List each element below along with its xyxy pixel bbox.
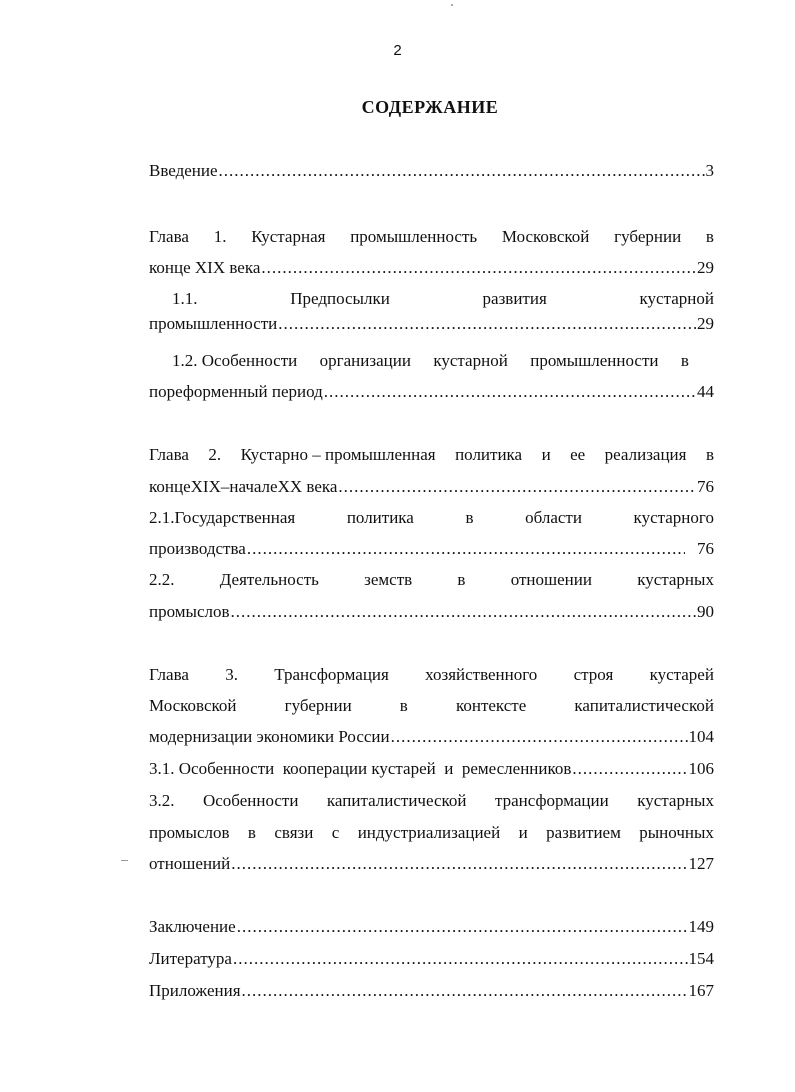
toc-chapter3-line3[interactable] — [149, 726, 714, 748]
toc-leader-dots — [231, 853, 687, 875]
toc-word: с — [331, 823, 340, 842]
toc-word: Глава — [149, 665, 189, 684]
toc-word: индустриализацией — [357, 823, 501, 842]
toc-word: и — [541, 445, 551, 464]
toc-section-2-2-line2[interactable] — [149, 601, 714, 623]
toc-word: 3. — [225, 665, 238, 684]
toc-chapter1-line1[interactable] — [149, 226, 714, 248]
toc-section-2-1-line1[interactable] — [149, 507, 714, 529]
toc-word: кустарных — [637, 570, 714, 589]
toc-word: в — [705, 445, 714, 464]
toc-page-number: 29 — [697, 258, 714, 277]
toc-word: строя — [573, 665, 614, 684]
toc-entry-literature[interactable] — [149, 948, 714, 970]
toc-section-3-2-line2[interactable] — [149, 822, 714, 844]
toc-word: организации — [319, 351, 411, 370]
toc-entry-appendices[interactable] — [149, 980, 714, 1002]
toc-word: Московской — [501, 227, 590, 246]
toc-entry-label: производства — [149, 539, 246, 558]
toc-section-1-2-line2[interactable] — [149, 381, 714, 403]
page-number: 2 — [393, 42, 402, 59]
toc-page-number: 76 — [697, 539, 714, 558]
toc-word: 2. — [208, 445, 222, 464]
toc-word: Глава — [149, 445, 189, 464]
toc-chapter3-line1[interactable] — [149, 664, 714, 686]
toc-word: контексте — [455, 696, 527, 715]
toc-leader-dots — [242, 980, 688, 1002]
toc-word: Особенности — [202, 791, 299, 810]
toc-word: развитием — [546, 823, 621, 842]
toc-leader-dots — [247, 538, 685, 560]
toc-word: кустарного — [633, 508, 714, 527]
toc-word: кустарной — [639, 289, 714, 308]
toc-word: 2.2. — [149, 570, 175, 589]
toc-leader-dots — [233, 948, 688, 970]
toc-section-1-1-line1[interactable] — [172, 288, 714, 310]
toc-page-number: 76 — [697, 477, 714, 496]
toc-word: губернии — [614, 227, 682, 246]
toc-page-number: 106 — [688, 759, 714, 778]
toc-leader-dots — [324, 381, 696, 403]
toc-word: и — [518, 823, 528, 842]
toc-word: Московской — [149, 696, 237, 715]
toc-word: в — [457, 570, 466, 589]
toc-page-number: 167 — [688, 981, 714, 1000]
toc-word: политика — [455, 445, 523, 464]
toc-section-1-2-line1[interactable] — [172, 350, 689, 372]
toc-entry-label: Литература — [149, 949, 232, 968]
scan-speck — [451, 4, 453, 6]
toc-page-number: 3 — [705, 161, 714, 180]
toc-entry-label: 3.1. Особенности кооперации кустарей и ремесленников — [149, 759, 572, 778]
toc-word: кустарной — [433, 351, 508, 370]
toc-word: кустарных — [637, 791, 714, 810]
toc-word: промышленность — [350, 227, 478, 246]
toc-entry-label: промыслов — [149, 602, 230, 621]
toc-entry-label: Введение — [149, 161, 218, 180]
toc-word: Предпосылки — [290, 289, 390, 308]
toc-leader-dots — [278, 313, 696, 335]
toc-word: трансформации — [494, 791, 609, 810]
toc-chapter3-line2[interactable] — [149, 695, 714, 717]
toc-word: ее — [570, 445, 586, 464]
toc-word: 1. — [213, 227, 227, 246]
toc-entry-label: промышленности — [149, 314, 278, 333]
toc-word: промыслов — [149, 823, 230, 842]
toc-word: капиталистической — [574, 696, 714, 715]
toc-leader-dots — [261, 257, 696, 279]
toc-entry-label: модернизации экономики России — [149, 727, 390, 746]
toc-word: Кустарная — [251, 227, 326, 246]
toc-word: в — [705, 227, 714, 246]
toc-leader-dots — [219, 160, 705, 182]
toc-entry-conclusion[interactable] — [149, 916, 714, 938]
toc-entry-label: отношений — [149, 854, 231, 873]
toc-page-number: 127 — [688, 854, 714, 873]
page-title: СОДЕРЖАНИЕ — [361, 97, 499, 117]
toc-word: в — [680, 351, 689, 370]
toc-chapter2-line2[interactable] — [149, 476, 714, 498]
toc-entry-intro[interactable] — [149, 160, 714, 182]
toc-entry-label: Заключение — [149, 917, 236, 936]
toc-word: 1.1. — [172, 289, 198, 308]
toc-chapter1-line2[interactable] — [149, 257, 714, 279]
toc-word: 1.2. Особенности — [172, 351, 298, 370]
toc-chapter2-line1[interactable] — [149, 444, 714, 466]
toc-page-number: 104 — [688, 727, 714, 746]
toc-word: рыночных — [639, 823, 714, 842]
toc-section-1-1-line2[interactable] — [149, 313, 714, 335]
toc-word: отношении — [510, 570, 592, 589]
toc-section-3-2-line3[interactable] — [149, 853, 714, 875]
toc-page-number: 154 — [688, 949, 714, 968]
toc-word: Деятельность — [219, 570, 319, 589]
toc-section-2-2-line1[interactable] — [149, 569, 714, 591]
toc-word: связи — [274, 823, 314, 842]
toc-section-3-2-line1[interactable] — [149, 790, 714, 812]
toc-word: 3.2. — [149, 791, 175, 810]
toc-word: губернии — [284, 696, 352, 715]
toc-word: политика — [346, 508, 414, 527]
toc-word: кустарей — [649, 665, 714, 684]
toc-page-number: 44 — [697, 382, 714, 401]
toc-leader-dots — [231, 601, 696, 623]
toc-entry-label: Приложения — [149, 981, 241, 1000]
toc-word: капиталистической — [326, 791, 467, 810]
toc-section-3-1[interactable] — [149, 758, 714, 780]
toc-word: хозяйственного — [425, 665, 538, 684]
toc-word: 2.1.Государственная — [149, 508, 296, 527]
toc-word: развития — [482, 289, 547, 308]
scan-mark — [121, 860, 128, 861]
toc-word: в — [465, 508, 474, 527]
toc-word: земств — [364, 570, 413, 589]
toc-word: Кустарно – промышленная — [240, 445, 436, 464]
toc-leader-dots — [237, 916, 688, 938]
toc-word: реализация — [604, 445, 687, 464]
toc-entry-label: конце XIX века — [149, 258, 261, 277]
toc-word: Трансформация — [274, 665, 389, 684]
toc-page-number: 149 — [688, 917, 714, 936]
toc-word: в — [399, 696, 408, 715]
toc-entry-label: пореформенный период — [149, 382, 323, 401]
toc-word: Глава — [149, 227, 189, 246]
toc-page-number: 90 — [697, 602, 714, 621]
toc-word: промышленности — [530, 351, 659, 370]
toc-word: в — [247, 823, 256, 842]
toc-section-2-1-line2[interactable] — [149, 538, 714, 560]
toc-word: области — [525, 508, 582, 527]
toc-leader-dots — [572, 758, 687, 780]
toc-page-number: 29 — [697, 314, 714, 333]
toc-entry-label: концеXIX–началеXX века — [149, 477, 338, 496]
toc-leader-dots — [391, 726, 688, 748]
toc-leader-dots — [338, 476, 696, 498]
